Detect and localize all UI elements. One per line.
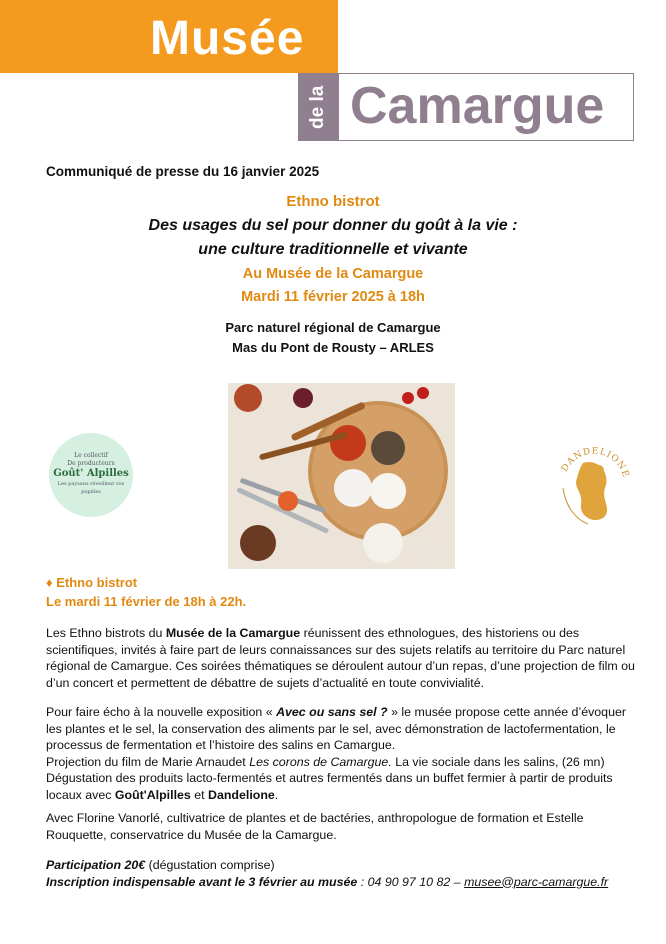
title-line-2: une culture traditionnelle et vivante [198, 241, 468, 258]
dandelione-logo [553, 418, 635, 528]
logo-musee-text: Musée [150, 12, 305, 65]
logo-de-la-text: de la [307, 85, 328, 129]
location-line-2: Mas du Pont de Rousty – ARLES [232, 340, 434, 355]
gout-logo-tagline: Les paysans réveillent vos papilles [57, 481, 125, 495]
inscription-label: Inscription indispensable avant le 3 février au musée [46, 874, 358, 889]
gout-logo-name: Goût' Alpilles [53, 468, 129, 479]
gout-logo-line2: De producteurs [67, 460, 115, 467]
section-date: Le mardi 11 février de 18h à 22h. [46, 594, 247, 609]
paragraph-speakers: Avec Florine Vanorlé, cultivatrice de plantes et de bactéries, anthropologue de formation et Estelle Rouquette, conservatrice du Musée de la Camargue. [46, 811, 584, 842]
date-line: Mardi 11 février 2025 à 18h [241, 289, 425, 305]
paragraph-intro [46, 625, 636, 691]
p2-film-intro: Projection du film de Marie Arnaudet [46, 754, 250, 769]
p2-tasting-text: Dégustation des produits lacto-fermentés et autres fermentés dans un buffet fermier à partir de produits locaux avec [46, 771, 613, 802]
p2-film-title: Les corons de Camargue. [249, 754, 392, 769]
event-name: Ethno bistrot [286, 193, 380, 210]
title-line-1: Des usages du sel pour donner du goût à la vie : [148, 217, 518, 234]
food-photo [228, 383, 455, 569]
gout-alpilles-logo [49, 433, 133, 517]
location-line-1: Parc naturel régional de Camargue [225, 320, 441, 335]
p2-text-a: Pour faire écho à la nouvelle exposition « [46, 705, 277, 719]
logo-camargue-text: Camargue [350, 77, 605, 135]
p1-text-a: Les Ethno bistrots du [46, 626, 166, 640]
p2-period: . [274, 787, 279, 802]
p1-text-c: réunissent des ethnologues, des historiens ou des scientifiques, invités à faire part de leurs connaissances sur des sujets relatifs au territoire du Parc naturel régional de Camargue. Ces soirées thématiques se déroulent autour d’un repas, d’une projection de film ou d’un concert et permettent de débattre de sujets d’actualité en toute convivialité. [46, 626, 635, 690]
participation-label: Participation 20€ [46, 858, 146, 872]
p2-partner-dandelione: Dandelione [208, 787, 275, 802]
participation-note: (dégustation comprise) [145, 858, 275, 872]
email-link[interactable]: musee@parc-camargue.fr [464, 874, 609, 889]
inscription-phone: : 04 90 97 10 82 – [357, 874, 465, 889]
p2-and: et [190, 787, 209, 802]
p2-exhibition-name: Avec ou sans sel ? [276, 705, 388, 719]
p2-partner-gout: Goût'Alpilles [114, 787, 191, 802]
p2-text-c: » le musée propose cette année d’évoquer les plantes et le sel, la conservation des aliments par le sel, avec démonstration de lactofermentation, le processus de fermentation et l’histoire des salins en Camargue. [46, 705, 626, 752]
dandelione-text: DANDELIONE [559, 446, 631, 480]
press-release-date: Communiqué de presse du 16 janvier 2025 [46, 164, 320, 179]
paragraph-registration [46, 857, 636, 890]
paragraph-program [46, 704, 636, 803]
p1-musee-name: Musée de la Camargue [165, 626, 301, 640]
venue-line: Au Musée de la Camargue [242, 266, 424, 282]
section-heading: ♦ Ethno bistrot [46, 575, 138, 590]
p2-film-desc: La vie sociale dans les salins, (26 mn) [391, 754, 605, 769]
gout-logo-line1: Le collectif [74, 452, 108, 459]
